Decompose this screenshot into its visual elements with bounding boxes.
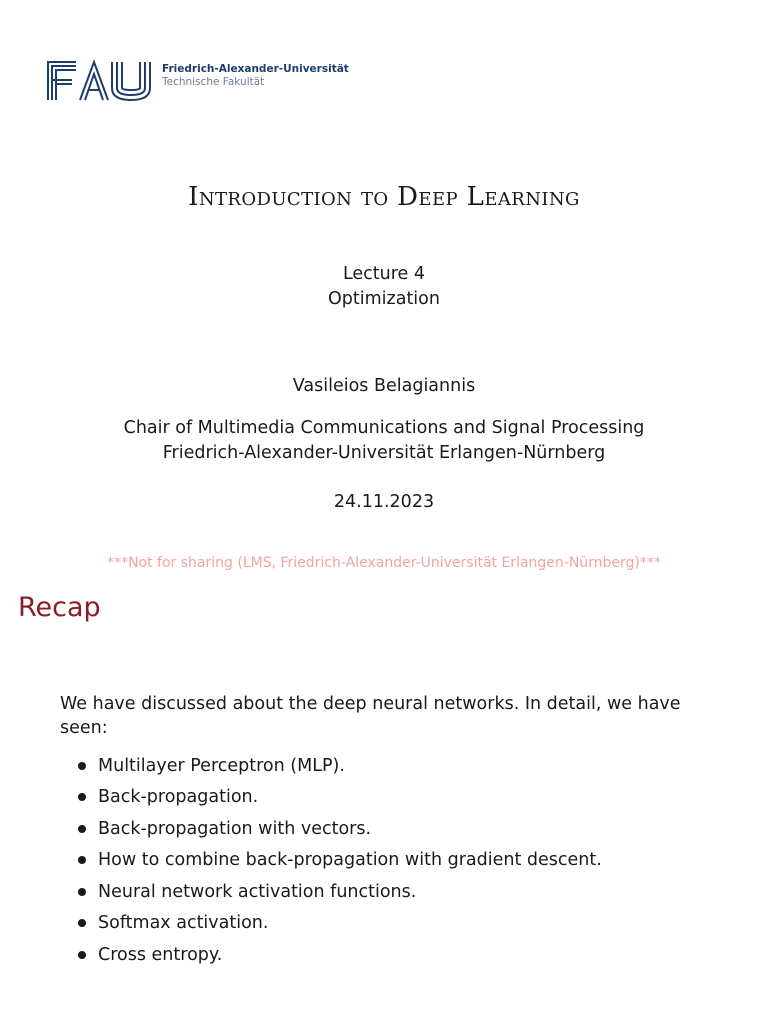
bullet-icon [78,762,86,770]
bullet-icon [78,919,86,927]
bullet-icon [78,825,86,833]
lecture-number: Lecture 4 [342,264,426,284]
recap-list [78,750,602,971]
lecture-topic: Optimization [328,289,440,309]
fau-logo-mark [46,58,156,102]
slide-intro: We have discussed about the deep neural networks. In detail, we have seen: [60,694,681,738]
list-item-text: Neural network activation functions. [98,881,417,902]
list-item [78,782,602,814]
chair-name: Chair of Multimedia Communications and Signal Processing [123,418,645,438]
list-item [78,813,602,845]
lecture-date: 24.11.2023 [333,492,435,512]
bullet-icon [78,793,86,801]
list-item-text: How to combine back-propagation with gradient descent. [98,850,602,871]
university-name: Friedrich-Alexander-Universität Erlangen-Nürnberg [162,443,606,463]
list-item-text: Multilayer Perceptron (MLP). [98,755,345,776]
list-item-text: Back-propagation. [98,787,259,808]
list-item-text: Back-propagation with vectors. [98,818,372,839]
list-item-text: Softmax activation. [98,913,269,934]
logo-university-name: Friedrich-Alexander-Universität [162,63,349,75]
slide-heading: Recap [18,592,101,623]
list-item [78,908,602,940]
list-item [78,939,602,971]
fau-logo [46,58,349,102]
presentation-title: Introduction to Deep Learning [188,182,580,212]
logo-text [162,63,349,89]
sharing-notice: ***Not for sharing (LMS, Friedrich-Alexander-Universität Erlangen-Nürnberg)*** [107,555,661,571]
bullet-icon [78,951,86,959]
bullet-icon [78,888,86,896]
list-item [78,845,602,877]
bullet-icon [78,856,86,864]
list-item-text: Cross entropy. [98,944,223,965]
logo-faculty-name: Technische Fakultät [162,76,265,88]
list-item [78,876,602,908]
author-name: Vasileios Belagiannis [292,376,476,396]
list-item [78,750,602,782]
